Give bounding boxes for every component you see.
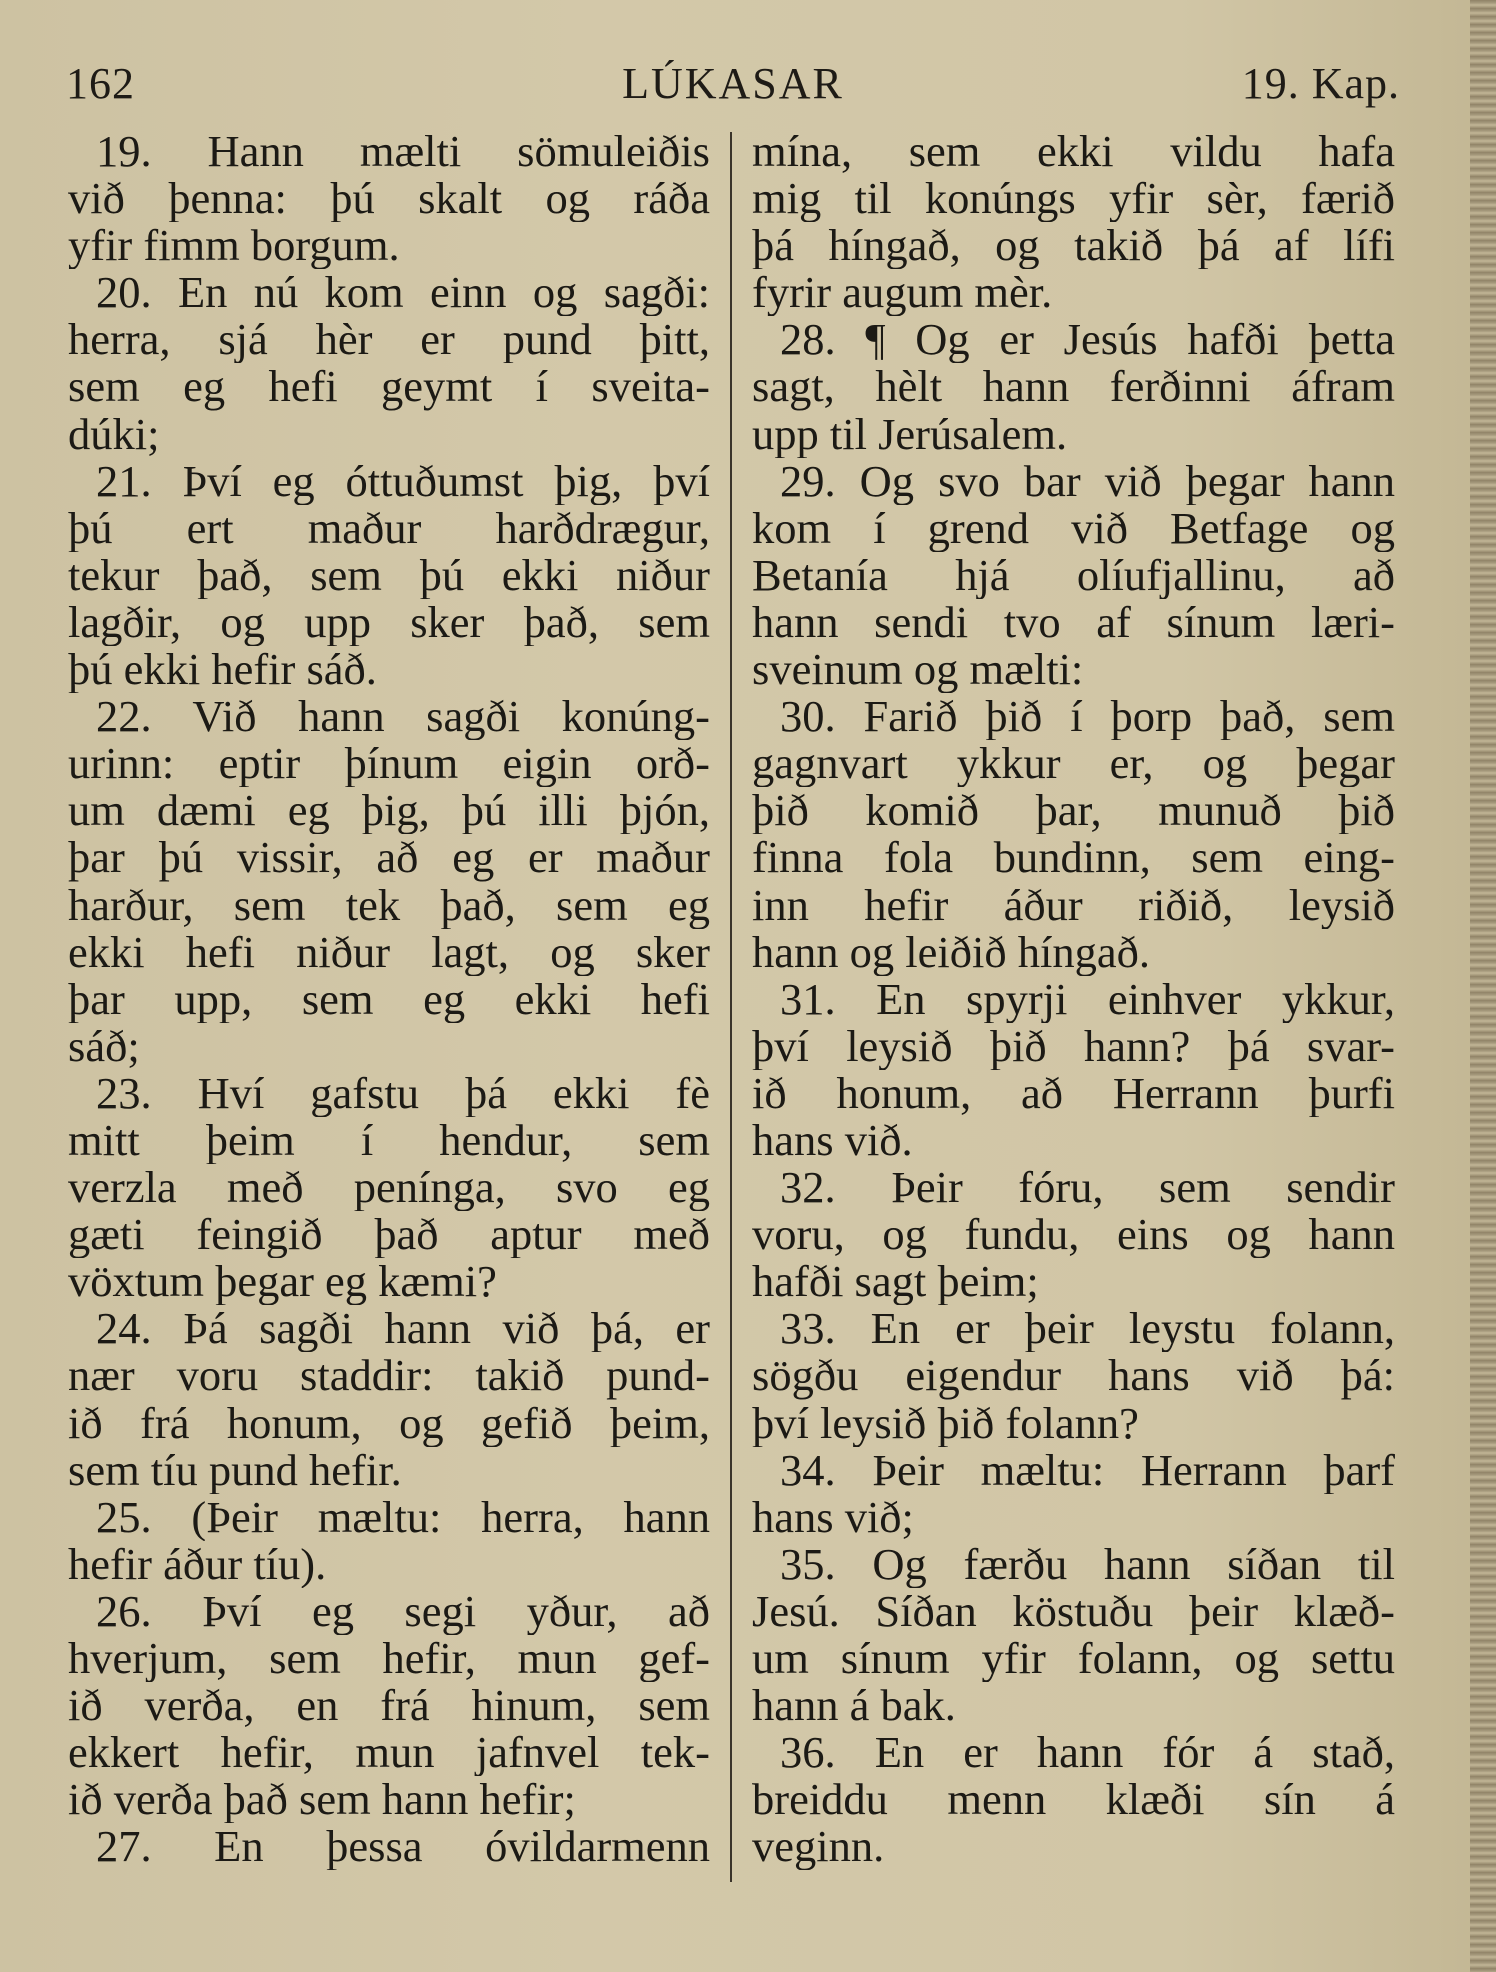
text-line: ið verða, en frá hinum, sem xyxy=(68,1682,710,1730)
text-line: sveinum og mælti: xyxy=(752,646,1084,694)
text-line: þar upp, sem eg ekki hefi xyxy=(68,975,710,1023)
text-line: fyrir augum mèr. xyxy=(752,269,1053,317)
text-line: 27. En þessa óvildarmenn xyxy=(96,1823,710,1871)
text-line: hans við; xyxy=(752,1493,914,1541)
text-line: inn hefir áður riðið, leysið xyxy=(752,881,1395,929)
text-line: sögðu eigendur hans við þá: xyxy=(752,1352,1395,1400)
text-line: verzla með penínga, svo eg xyxy=(68,1164,710,1212)
text-line: því leysið þið folann? xyxy=(752,1399,1139,1447)
text-line: breiddu menn klæði sín á xyxy=(752,1776,1395,1824)
text-line: vöxtum þegar eg kæmi? xyxy=(68,1258,497,1306)
text-line: ekki hefi niður lagt, og sker xyxy=(68,928,710,976)
text-line: dúki; xyxy=(68,410,160,458)
text-line: þið komið þar, munuð þið xyxy=(752,787,1395,835)
text-line: mig til konúngs yfir sèr, færið xyxy=(752,175,1395,223)
text-line: þar þú vissir, að eg er maður xyxy=(68,834,710,882)
text-line: gagnvart ykkur er, og þegar xyxy=(752,740,1395,788)
text-line: 34. Þeir mæltu: Herrann þarf xyxy=(780,1446,1395,1494)
text-line: þú ekki hefir sáð. xyxy=(68,646,377,694)
text-line: ið honum, að Herrann þurfi xyxy=(752,1069,1395,1117)
left-text-column xyxy=(68,128,710,1870)
page-stack-edge xyxy=(1470,0,1496,1972)
text-line: 26. Því eg segi yður, að xyxy=(96,1587,710,1635)
text-line: tekur það, sem þú ekki niður xyxy=(68,551,710,599)
text-line: voru, og fundu, eins og hann xyxy=(752,1211,1395,1259)
text-line: hafði sagt þeim; xyxy=(752,1258,1039,1306)
text-line: Betanía hjá olíufjallinu, að xyxy=(752,551,1395,599)
text-line: hann á bak. xyxy=(752,1682,956,1730)
text-line: 30. Farið þið í þorp það, sem xyxy=(780,693,1395,741)
text-line: sáð; xyxy=(68,1022,140,1070)
text-line: þú ert maður harðdrægur, xyxy=(68,504,710,552)
text-line: 24. Þá sagði hann við þá, er xyxy=(96,1305,710,1353)
text-line: herra, sjá hèr er pund þitt, xyxy=(68,316,710,364)
text-line: hann sendi tvo af sínum læri- xyxy=(752,598,1395,647)
text-line: hann og leiðið híngað. xyxy=(752,928,1150,976)
text-line: sem eg hefi geymt í sveita- xyxy=(68,363,710,411)
text-line: urinn: eptir þínum eigin orð- xyxy=(68,740,710,788)
text-line: 19. Hann mælti sömuleiðis xyxy=(96,128,710,176)
text-line: 25. (Þeir mæltu: herra, hann xyxy=(96,1493,710,1541)
text-line: veginn. xyxy=(752,1823,885,1871)
book-title: LÚKASAR xyxy=(622,59,844,108)
text-line: 22. Við hann sagði konúng- xyxy=(96,693,710,741)
text-line: ið verða það sem hann hefir; xyxy=(68,1776,576,1824)
column-divider xyxy=(730,132,732,1882)
page-number: 162 xyxy=(66,59,135,108)
text-line: nær voru staddir: takið pund- xyxy=(68,1352,710,1400)
text-line: Jesú. Síðan köstuðu þeir klæð- xyxy=(752,1587,1395,1635)
text-line: við þenna: þú skalt og ráða xyxy=(68,175,710,223)
text-line: harður, sem tek það, sem eg xyxy=(68,881,710,929)
text-line: kom í grend við Betfage og xyxy=(752,504,1395,552)
text-line: hverjum, sem hefir, mun gef- xyxy=(68,1635,710,1683)
running-header xyxy=(66,58,1400,114)
text-line: þá híngað, og takið þá af lífi xyxy=(752,222,1395,270)
text-line: gæti feingið það aptur með xyxy=(68,1211,710,1259)
text-line: 35. Og færðu hann síðan til xyxy=(780,1540,1395,1588)
right-text-column xyxy=(752,128,1395,1870)
text-line: ið frá honum, og gefið þeim, xyxy=(68,1399,710,1447)
text-line: því leysið þið hann? þá svar- xyxy=(752,1022,1395,1070)
text-line: 20. En nú kom einn og sagði: xyxy=(96,269,710,317)
text-line: sagt, hèlt hann ferðinni áfram xyxy=(752,363,1395,411)
text-line: yfir fimm borgum. xyxy=(68,222,400,270)
text-line: 23. Hví gafstu þá ekki fè xyxy=(96,1069,710,1117)
text-line: um sínum yfir folann, og settu xyxy=(752,1635,1395,1683)
text-line: 31. En spyrji einhver ykkur, xyxy=(780,975,1395,1023)
text-line: mitt þeim í hendur, sem xyxy=(68,1116,710,1165)
text-line: sem tíu pund hefir. xyxy=(68,1446,402,1494)
chapter-label: 19. Kap. xyxy=(1241,59,1400,108)
text-line: um dæmi eg þig, þú illi þjón, xyxy=(68,787,710,835)
text-line: finna fola bundinn, sem eing- xyxy=(752,834,1395,882)
text-line: 29. Og svo bar við þegar hann xyxy=(780,457,1395,505)
text-line: ekkert hefir, mun jafnvel tek- xyxy=(68,1729,710,1777)
text-line: 33. En er þeir leystu folann, xyxy=(780,1305,1395,1353)
text-line: hans við. xyxy=(752,1116,913,1165)
text-line: 36. En er hann fór á stað, xyxy=(780,1729,1395,1777)
text-line: 21. Því eg óttuðumst þig, því xyxy=(96,457,710,505)
text-line: 28. ¶ Og er Jesús hafði þetta xyxy=(780,316,1395,364)
text-line: 32. Þeir fóru, sem sendir xyxy=(780,1164,1395,1212)
text-line: lagðir, og upp sker það, sem xyxy=(68,598,710,647)
text-line: hefir áður tíu). xyxy=(68,1540,327,1588)
text-line: upp til Jerúsalem. xyxy=(752,410,1068,458)
text-line: mína, sem ekki vildu hafa xyxy=(752,128,1395,176)
